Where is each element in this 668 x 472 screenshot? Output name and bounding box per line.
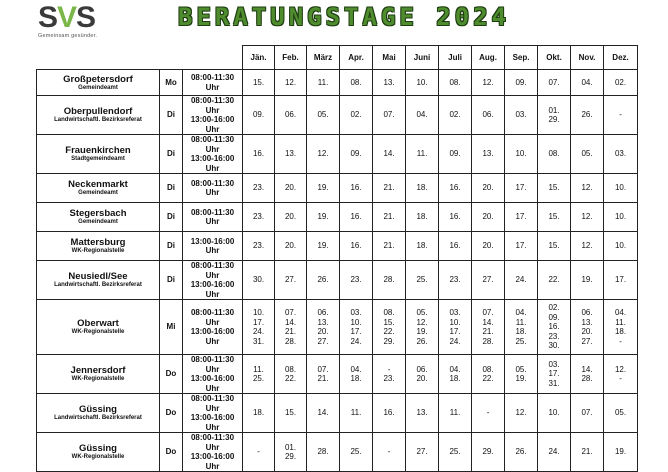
month-header: Apr. xyxy=(340,46,373,70)
date-cell: 09. xyxy=(340,135,373,174)
date-cell: 10. xyxy=(604,203,638,232)
date-cell: 11. 25. xyxy=(243,355,275,394)
month-header: Aug. xyxy=(472,46,505,70)
date-cell: 26. xyxy=(571,96,604,135)
date-cell: 09. xyxy=(243,96,275,135)
date-cell: 10. xyxy=(538,394,571,433)
date-cell: 04. xyxy=(571,70,604,96)
location-office: Gemeindeamt xyxy=(78,219,118,225)
date-cell: 16. xyxy=(340,232,373,261)
month-header: Jän. xyxy=(243,46,275,70)
date-cell: 19. xyxy=(307,203,340,232)
weekday-cell: Do xyxy=(160,355,183,394)
date-cell: 13. xyxy=(472,135,505,174)
date-cell: 25. xyxy=(340,433,373,472)
date-cell: 09. xyxy=(505,70,538,96)
month-header: Mai xyxy=(373,46,406,70)
date-cell: 26. xyxy=(307,261,340,300)
date-cell: 11. xyxy=(406,135,439,174)
location-name: Güssing xyxy=(78,443,117,454)
weekday-cell: Di xyxy=(160,96,183,135)
date-cell: 15. xyxy=(243,70,275,96)
date-cell: 04. 18. xyxy=(439,355,472,394)
location-office: Gemeindeamt xyxy=(78,190,118,196)
date-cell: 27. xyxy=(472,261,505,300)
date-cell: 20. xyxy=(472,174,505,203)
table-row xyxy=(37,135,638,174)
weekday-cell: Di xyxy=(160,261,183,300)
date-cell: 12. xyxy=(571,203,604,232)
table-row xyxy=(37,300,638,355)
date-cell: 25. xyxy=(406,261,439,300)
location-office: WK-Regionalstelle xyxy=(71,248,125,254)
hours-cell: 08:00-11:30 Uhr 13:00-16:00 Uhr xyxy=(183,355,243,394)
month-header: Nov. xyxy=(571,46,604,70)
logo-letter-s: S xyxy=(76,1,96,34)
date-cell: 05. xyxy=(307,96,340,135)
date-cell: 12. xyxy=(505,394,538,433)
month-header: Sep. xyxy=(505,46,538,70)
date-cell: 27. xyxy=(275,261,307,300)
date-cell: 11. xyxy=(340,394,373,433)
schedule-table xyxy=(36,45,638,472)
month-header: Juni xyxy=(406,46,439,70)
location-cell xyxy=(37,433,160,472)
date-cell: - xyxy=(243,433,275,472)
date-cell: 03. 10. 17. 24. xyxy=(340,300,373,355)
table-row xyxy=(37,203,638,232)
date-cell: 23. xyxy=(243,232,275,261)
date-cell: 03. xyxy=(604,135,638,174)
date-cell: 18. xyxy=(406,232,439,261)
date-cell: 20. xyxy=(275,232,307,261)
location-name: Frauenkirchen xyxy=(65,145,131,156)
date-cell: 14. xyxy=(307,394,340,433)
date-cell: 15. xyxy=(538,174,571,203)
date-cell: 08. 15. 22. 29. xyxy=(373,300,406,355)
location-office: Landwirtschaftl. Bezirksreferat xyxy=(54,117,142,123)
date-cell: 12. xyxy=(571,174,604,203)
weekday-cell: Di xyxy=(160,135,183,174)
logo-letter-s: S xyxy=(38,1,58,34)
location-cell xyxy=(37,135,160,174)
date-cell: 28. xyxy=(373,261,406,300)
date-cell: 07. xyxy=(538,70,571,96)
date-cell: 10. xyxy=(604,174,638,203)
location-cell xyxy=(37,174,160,203)
weekday-cell: Mo xyxy=(160,70,183,96)
date-cell: 21. xyxy=(571,433,604,472)
date-cell: - xyxy=(604,96,638,135)
date-cell: 03. 10. 17. 24. xyxy=(439,300,472,355)
location-office: Stadtgemeindeamt xyxy=(71,156,125,162)
month-header: Feb. xyxy=(275,46,307,70)
date-cell: 24. xyxy=(505,261,538,300)
location-name: Mattersburg xyxy=(70,237,126,248)
date-cell: 15. xyxy=(538,203,571,232)
location-name: Jennersdorf xyxy=(70,365,126,376)
date-cell: 03. 17. 31. xyxy=(538,355,571,394)
weekday-cell: Di xyxy=(160,174,183,203)
date-cell: 10. 17. 24. 31. xyxy=(243,300,275,355)
date-cell: 08. xyxy=(439,70,472,96)
date-cell: 12. xyxy=(472,70,505,96)
date-cell: 24. xyxy=(538,433,571,472)
date-cell: 13. xyxy=(373,70,406,96)
location-name: Großpetersdorf xyxy=(63,73,133,85)
location-cell xyxy=(37,96,160,135)
date-cell: 23. xyxy=(340,261,373,300)
date-cell: 06. 13. 20. 27. xyxy=(307,300,340,355)
header-row xyxy=(37,46,638,70)
location-office: Landwirtschaftl. Bezirksreferat xyxy=(54,282,142,288)
date-cell: 17. xyxy=(604,261,638,300)
date-cell: 11. xyxy=(307,70,340,96)
date-cell: 14. xyxy=(373,135,406,174)
location-cell xyxy=(37,261,160,300)
date-cell: 03. xyxy=(505,96,538,135)
date-cell: 04. 18. xyxy=(340,355,373,394)
date-cell: 05. 12. 19. 26. xyxy=(406,300,439,355)
hours-cell: 08:00-11:30 Uhr 13:00-16:00 Uhr xyxy=(183,96,243,135)
date-cell: 19. xyxy=(307,232,340,261)
header-blank xyxy=(37,46,243,70)
date-cell: 17. xyxy=(505,232,538,261)
hours-cell: 08:00-11:30 Uhr 13:00-16:00 Uhr xyxy=(183,135,243,174)
date-cell: 16. xyxy=(439,203,472,232)
date-cell: 07. 14. 21. 28. xyxy=(275,300,307,355)
date-cell: 01. 29. xyxy=(275,433,307,472)
month-header: Juli xyxy=(439,46,472,70)
date-cell: 07. 21. xyxy=(307,355,340,394)
date-cell: 04. xyxy=(406,96,439,135)
date-cell: 02. xyxy=(439,96,472,135)
date-cell: 19. xyxy=(571,261,604,300)
date-cell: 28. xyxy=(307,433,340,472)
date-cell: 02. xyxy=(340,96,373,135)
date-cell: 05. 19. xyxy=(505,355,538,394)
location-cell xyxy=(37,355,160,394)
date-cell: 06. 20. xyxy=(406,355,439,394)
date-cell: 16. xyxy=(439,174,472,203)
date-cell: 11. xyxy=(439,394,472,433)
table-row xyxy=(37,355,638,394)
date-cell: 14. 28. xyxy=(571,355,604,394)
date-cell: 18. xyxy=(406,203,439,232)
table-row xyxy=(37,70,638,96)
date-cell: - xyxy=(472,394,505,433)
hours-cell: 13:00-16:00 Uhr xyxy=(183,232,243,261)
hours-cell: 08:00-11:30 Uhr xyxy=(183,203,243,232)
hours-cell: 08:00-11:30 Uhr 13:00-16:00 Uhr xyxy=(183,433,243,472)
date-cell: - xyxy=(373,433,406,472)
logo-tagline: Gemeinsam gesünder. xyxy=(38,33,98,39)
date-cell: 07. xyxy=(373,96,406,135)
date-cell: 15. xyxy=(538,232,571,261)
location-name: Oberwart xyxy=(77,318,119,329)
hours-cell: 08:00-11:30 Uhr xyxy=(183,70,243,96)
location-cell xyxy=(37,300,160,355)
date-cell: 22. xyxy=(538,261,571,300)
hours-cell: 08:00-11:30 Uhr 13:00-16:00 Uhr xyxy=(183,300,243,355)
date-cell: 25. xyxy=(439,433,472,472)
date-cell: 17. xyxy=(505,174,538,203)
table-row xyxy=(37,394,638,433)
date-cell: 23. xyxy=(243,174,275,203)
month-header: Dez. xyxy=(604,46,638,70)
table-row xyxy=(37,174,638,203)
svs-logo xyxy=(38,1,138,44)
location-name: Güssing xyxy=(78,404,117,415)
date-cell: - 23. xyxy=(373,355,406,394)
date-cell: 21. xyxy=(373,203,406,232)
date-cell: 19. xyxy=(604,433,638,472)
date-cell: 12. - xyxy=(604,355,638,394)
location-office: WK-Regionalstelle xyxy=(71,376,125,382)
location-cell xyxy=(37,394,160,433)
weekday-cell: Di xyxy=(160,203,183,232)
location-name: Neckenmarkt xyxy=(68,179,128,190)
date-cell: 29. xyxy=(472,433,505,472)
table-row xyxy=(37,433,638,472)
month-header: Okt. xyxy=(538,46,571,70)
date-cell: 10. xyxy=(505,135,538,174)
date-cell: 06. xyxy=(472,96,505,135)
logo-letter-v: V xyxy=(57,1,77,34)
location-office: WK-Regionalstelle xyxy=(71,454,125,460)
date-cell: 20. xyxy=(472,203,505,232)
date-cell: 30. xyxy=(243,261,275,300)
date-cell: 13. xyxy=(275,135,307,174)
hours-cell: 08:00-11:30 Uhr 13:00-16:00 Uhr xyxy=(183,394,243,433)
hours-cell: 08:00-11:30 Uhr 13:00-16:00 Uhr xyxy=(183,261,243,300)
date-cell: 12. xyxy=(307,135,340,174)
location-cell xyxy=(37,70,160,96)
date-cell: 16. xyxy=(243,135,275,174)
date-cell: 05. xyxy=(604,394,638,433)
date-cell: 16. xyxy=(439,232,472,261)
date-cell: 02. xyxy=(604,70,638,96)
location-cell xyxy=(37,203,160,232)
date-cell: 09. xyxy=(439,135,472,174)
location-name: Stegersbach xyxy=(69,208,127,219)
date-cell: 04. 11. 18. 25. xyxy=(505,300,538,355)
location-cell xyxy=(37,232,160,261)
date-cell: 06. xyxy=(275,96,307,135)
date-cell: 26. xyxy=(505,433,538,472)
date-cell: 02. 09. 16. 23. 30. xyxy=(538,300,571,355)
date-cell: 10. xyxy=(406,70,439,96)
weekday-cell: Do xyxy=(160,433,183,472)
location-office: Landwirtschaftl. Bezirksreferat xyxy=(54,415,142,421)
date-cell: 08. 22. xyxy=(472,355,505,394)
date-cell: 18. xyxy=(243,394,275,433)
weekday-cell: Di xyxy=(160,232,183,261)
date-cell: 04. 11. 18. - xyxy=(604,300,638,355)
date-cell: 17. xyxy=(505,203,538,232)
logo-mark xyxy=(38,1,138,34)
location-office: WK-Regionalstelle xyxy=(71,329,125,335)
date-cell: 16. xyxy=(373,394,406,433)
date-cell: 07. 14. 21. 28. xyxy=(472,300,505,355)
date-cell: 21. xyxy=(373,174,406,203)
month-header: März xyxy=(307,46,340,70)
location-office: Gemeindeamt xyxy=(78,84,118,91)
location-name: Neusiedl/See xyxy=(68,271,128,282)
location-name: Oberpullendorf xyxy=(63,106,133,117)
weekday-cell: Do xyxy=(160,394,183,433)
date-cell: 07. xyxy=(571,394,604,433)
date-cell: 16. xyxy=(340,174,373,203)
date-cell: 27. xyxy=(406,433,439,472)
date-cell: 12. xyxy=(571,232,604,261)
table-row xyxy=(37,261,638,300)
table-row xyxy=(37,232,638,261)
date-cell: 20. xyxy=(275,174,307,203)
table-row xyxy=(37,96,638,135)
date-cell: 08. xyxy=(538,135,571,174)
date-cell: 18. xyxy=(406,174,439,203)
hours-cell: 08:00-11:30 Uhr xyxy=(183,174,243,203)
weekday-cell: Mi xyxy=(160,300,183,355)
date-cell: 05. xyxy=(571,135,604,174)
date-cell: 16. xyxy=(340,203,373,232)
date-cell: 20. xyxy=(275,203,307,232)
page-title: BERATUNGSTAGE 2024 xyxy=(178,3,511,31)
date-cell: 10. xyxy=(604,232,638,261)
date-cell: 20. xyxy=(472,232,505,261)
date-cell: 19. xyxy=(307,174,340,203)
date-cell: 13. xyxy=(406,394,439,433)
date-cell: 12. xyxy=(275,70,307,96)
date-cell: 01. 29. xyxy=(538,96,571,135)
date-cell: 21. xyxy=(373,232,406,261)
date-cell: 15. xyxy=(275,394,307,433)
date-cell: 08. xyxy=(340,70,373,96)
date-cell: 06. 13. 20. 27. xyxy=(571,300,604,355)
date-cell: 23. xyxy=(243,203,275,232)
date-cell: 23. xyxy=(439,261,472,300)
date-cell: 08. 22. xyxy=(275,355,307,394)
